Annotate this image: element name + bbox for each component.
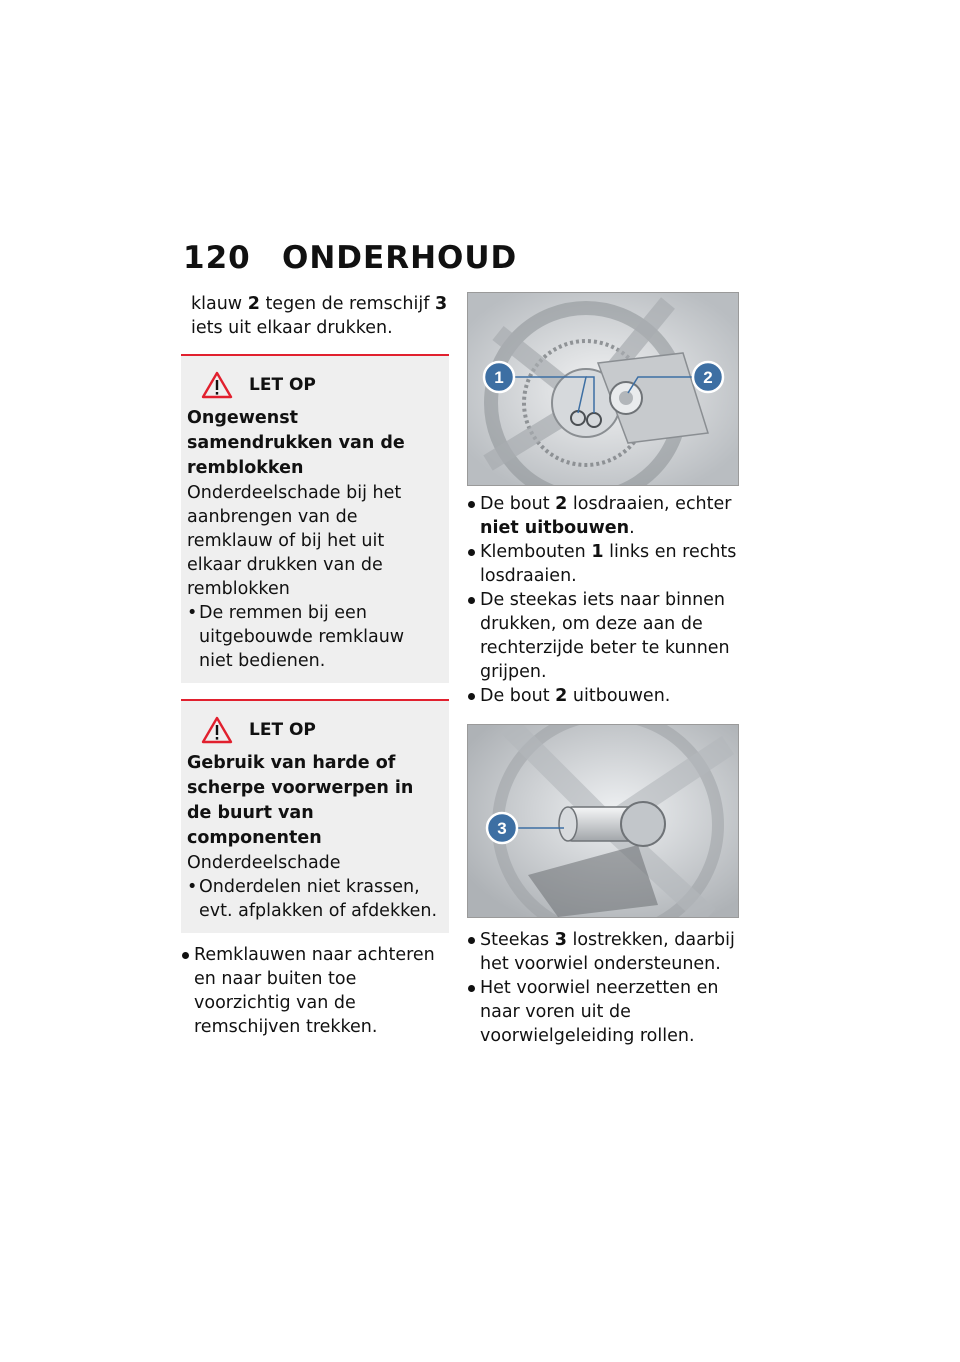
- warning-heading: [187, 715, 443, 745]
- step-text: Steekas: [480, 930, 555, 950]
- step-item: Het voorwiel neerzetten en naar voren uit de voorwielgeleiding rollen.: [467, 976, 739, 1048]
- warning-list: [187, 875, 443, 923]
- intro-paragraph: [191, 292, 449, 340]
- intro-text-a: klauw: [191, 294, 248, 314]
- left-column: [181, 292, 449, 1039]
- step-list-right-a: [467, 492, 739, 708]
- warning-text: Onderdeelschade bij het aanbrengen van de remklauw of bij het uit elkaar drukken van de remblokken: [187, 483, 402, 599]
- intro-ref-3: 3: [434, 294, 448, 314]
- step-text: Klembouten: [480, 542, 592, 562]
- callout-3: 3: [497, 819, 507, 838]
- brake-caliper-figure: [467, 292, 739, 486]
- page-header: [183, 240, 517, 280]
- intro-ref-2: 2: [247, 294, 260, 314]
- warning-title: Gebruik van harde of scherpe voorwerpen in de buurt van componenten: [187, 753, 414, 848]
- warning-list: [187, 601, 443, 673]
- step-text: De bout: [480, 686, 556, 706]
- intro-text-c: iets uit elkaar drukken.: [191, 318, 393, 338]
- step-ref: 2: [555, 494, 568, 514]
- step-ref: 1: [591, 542, 604, 562]
- axle-illustration: [468, 725, 738, 917]
- step-list-right-b: [467, 928, 739, 1048]
- step-text: lostrekken, daarbij het voorwiel ondersteunen.: [480, 930, 735, 974]
- step-text: De bout: [480, 494, 556, 514]
- step-item: [467, 684, 739, 708]
- step-emphasis: niet uitbouwen: [480, 518, 630, 538]
- step-text: .: [629, 518, 635, 538]
- step-list-left: [181, 943, 449, 1039]
- callout-2: 2: [703, 368, 713, 387]
- page-number: 120: [183, 240, 251, 276]
- step-item: [467, 540, 739, 588]
- warning-list-item: • Onderdelen niet krassen, evt. afplakken of afdekken.: [187, 875, 443, 923]
- step-item: Remklauwen naar achteren en naar buiten toe voorzichtig van de remschijven trekken.: [181, 943, 449, 1039]
- warning-list-item: • De remmen bij een uitgebouwde remklauw niet bedienen.: [187, 601, 443, 673]
- section-title: ONDERHOUD: [282, 240, 518, 276]
- right-column: [467, 292, 739, 1048]
- callout-1: 1: [494, 368, 504, 387]
- step-ref: 2: [555, 686, 568, 706]
- step-ref: 3: [554, 930, 567, 950]
- warning-box-1: [181, 354, 449, 683]
- warning-title: Ongewenst samendrukken van de remblokken: [187, 408, 405, 478]
- warning-box-2: [181, 699, 449, 933]
- step-item: [467, 492, 739, 540]
- warning-text: Onderdeelschade: [187, 853, 341, 873]
- step-text: losdraaien, echter: [567, 494, 732, 514]
- step-item: De steekas iets naar binnen drukken, om deze aan de rechterzijde beter te kunnen grijpen.: [467, 588, 739, 684]
- warning-label: LET OP: [249, 375, 316, 395]
- intro-text-b: tegen de remschijf: [259, 294, 435, 314]
- step-item: [467, 928, 739, 976]
- step-text: links en rechts losdraaien.: [480, 542, 737, 586]
- wheel-hub-illustration: [468, 293, 738, 485]
- warning-label: LET OP: [249, 720, 316, 740]
- step-text: uitbouwen.: [567, 686, 671, 706]
- axle-figure: [467, 724, 739, 918]
- warning-heading: [187, 370, 443, 400]
- warning-triangle-icon: [201, 371, 233, 399]
- warning-triangle-icon: [201, 716, 233, 744]
